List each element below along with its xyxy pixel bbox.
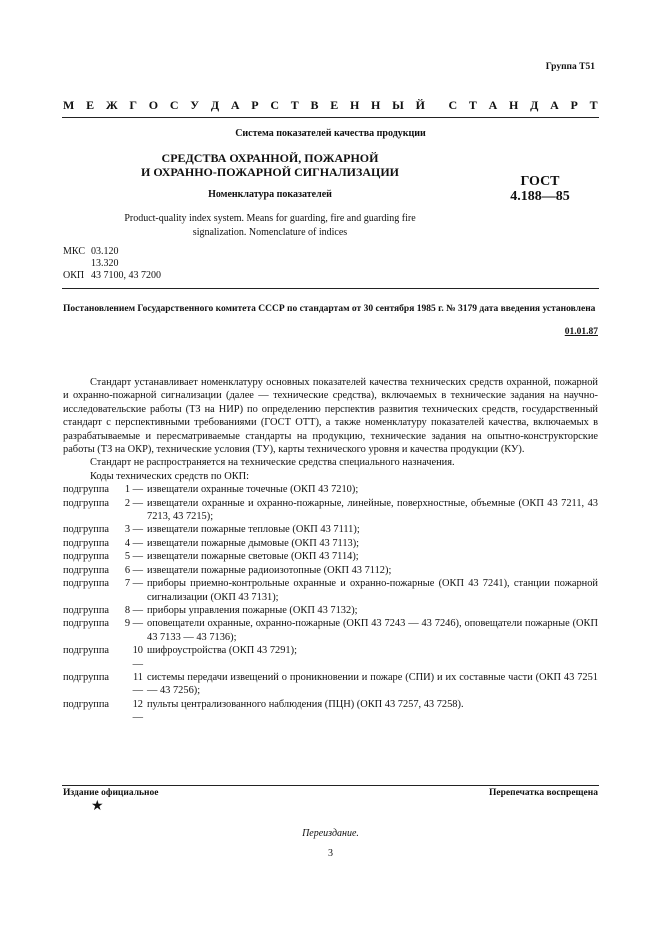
subgroup-label: подгруппа (63, 484, 109, 496)
system-title: Система показателей качества продукции (235, 128, 426, 139)
subgroup-label: подгруппа (63, 618, 109, 630)
subgroup-label: подгруппа (63, 645, 109, 657)
paragraph-exclusion: Стандарт не распространяется на технические средства специального назначения. (90, 457, 455, 469)
title-line-1: СРЕДСТВА ОХРАННОЙ, ПОЖАРНОЙ (161, 151, 379, 165)
banner-letter: А (488, 98, 498, 112)
decree-text: Постановлением Государственного комитета СССР по стандартам от 30 сентября 1985 г. № 3179 дата введения установлена (63, 304, 596, 314)
banner-letter: Т (589, 98, 598, 112)
top-rule (62, 117, 599, 118)
banner-letter: Н (349, 98, 360, 112)
subgroup-label: подгруппа (63, 698, 109, 710)
mks-code-1: 03.120 (91, 246, 119, 257)
english-line-1: Product-quality index system. Means for guarding, fire and guarding fire (124, 213, 416, 224)
paragraph-codes-intro: Коды технических средств по ОКП: (90, 470, 250, 482)
subgroup-row (63, 497, 598, 524)
subgroup-label: подгруппа (63, 671, 109, 683)
banner-letter: Й (415, 98, 425, 112)
subgroup-number: 10 — (132, 645, 143, 670)
subgroup-row (63, 577, 598, 604)
subgroup-label: подгруппа (63, 604, 109, 616)
subgroup-text: извещатели пожарные дымовые (ОКП 43 7113); (147, 537, 360, 549)
subgroup-list (63, 483, 598, 724)
banner-letter: Ы (392, 98, 404, 112)
subgroup-row (63, 617, 598, 644)
banner-letter: Н (371, 98, 381, 112)
subgroup-row (63, 698, 598, 725)
gost-number (490, 174, 590, 204)
document-title (100, 151, 440, 179)
mks-label: МКС (63, 246, 85, 257)
banner-letter: Р (251, 98, 259, 112)
subgroup-row (63, 550, 598, 563)
subgroup-text: шифроустройства (ОКП 43 7291); (147, 645, 297, 657)
subgroup-number: 5 — (124, 551, 143, 563)
banner-letter: Ж (105, 98, 118, 112)
english-line-2: signalization. Nomenclature of indices (192, 227, 348, 238)
subgroup-label: подгруппа (63, 497, 109, 509)
banner-letter: Г (129, 98, 138, 112)
banner-letter: С (270, 98, 279, 112)
reissue-note: Переиздание. (302, 828, 359, 839)
body-text (63, 376, 598, 725)
banner-letter: Е (86, 98, 95, 112)
bottom-rule (62, 785, 599, 786)
title-line-2: И ОХРАННО-ПОЖАРНОЙ СИГНАЛИЗАЦИИ (141, 165, 399, 179)
subgroup-text: извещатели пожарные радиоизотопные (ОКП 43 7112); (147, 564, 392, 576)
subgroup-row (63, 564, 598, 577)
document-subtitle: Номенклатура показателей (208, 189, 332, 200)
effective-date: 01.01.87 (564, 327, 598, 337)
subgroup-text: извещатели охранные точечные (ОКП 43 7210); (147, 484, 359, 496)
subgroup-row (63, 523, 598, 536)
subgroup-number: 12 — (132, 698, 143, 724)
subgroup-row (63, 483, 598, 496)
page-number: 3 (328, 848, 333, 859)
banner-letter: С (448, 98, 458, 112)
banner-letter: Т (290, 98, 299, 112)
banner-letter: А (230, 98, 240, 112)
subgroup-text: извещатели пожарные тепловые (ОКП 43 7111); (147, 524, 360, 536)
gost-code: 4.188—85 (510, 189, 570, 204)
subgroup-label: подгруппа (63, 578, 109, 590)
okp-label: ОКП (63, 270, 85, 281)
banner-letter: Н (509, 98, 519, 112)
banner-letter: М (63, 98, 75, 112)
subgroup-number: 4 — (124, 537, 143, 549)
subgroup-text: пульты централизованного наблюдения (ПЦН) (ОКП 43 7257, 43 7258). (147, 698, 464, 710)
subgroup-number: 3 — (124, 524, 143, 536)
subgroup-label: подгруппа (63, 564, 109, 576)
subgroup-row (63, 604, 598, 617)
subgroup-row (63, 644, 598, 671)
subgroup-number: 2 — (124, 497, 143, 509)
subgroup-text: приборы управления пожарные (ОКП 43 7132); (147, 604, 358, 616)
subgroup-label: подгруппа (63, 551, 109, 563)
banner-letter: У (190, 98, 200, 112)
subgroup-text: оповещатели охранные, охранно-пожарные (ОКП 43 7243 — 43 7246), оповещатели пожарные (ОКП 43 7133 — 43 7136); (147, 618, 598, 643)
subgroup-number: 8 — (124, 604, 143, 616)
banner-letter: О (148, 98, 159, 112)
subgroup-label: подгруппа (63, 524, 109, 536)
subgroup-number: 6 — (124, 564, 143, 576)
english-title (80, 212, 460, 240)
standard-banner (63, 98, 598, 113)
group-label: Группа Т51 (545, 62, 595, 72)
classification-codes (63, 246, 161, 282)
official-edition: Издание официальное (63, 788, 159, 798)
subgroup-text: извещатели пожарные световые (ОКП 43 7114); (147, 551, 359, 563)
subgroup-text: приборы приемно-контрольные охранные и охранно-пожарные (ОКП 43 7241), станции пожарной сигнализации (ОКП 43 7131); (147, 578, 598, 603)
subgroup-number: 7 — (124, 578, 143, 590)
banner-letter: В (310, 98, 319, 112)
subgroup-row (63, 671, 598, 698)
star-icon: ★ (91, 799, 104, 814)
banner-letter: Т (468, 98, 477, 112)
subgroup-row (63, 537, 598, 550)
subgroup-number: 9 — (124, 618, 143, 630)
subgroup-text: извещатели охранные и охранно-пожарные, линейные, поверхностные, объемные (ОКП 43 7211, 43 7213, 43 7215); (147, 497, 598, 523)
subgroup-number: 1 — (124, 484, 143, 496)
paragraph-scope: Стандарт устанавливает номенклатуру основных показателей качества технических средств охранной, пожарной и охранно-пожарной сигнализации (далее — технические средства), включаемых в технические задания на научно-исследовательские работы (ТЗ на НИР) по определению перспектив развития технических средств, государственный стандарт с перспективными требованиями (ГОСТ ОТТ), а также номенклатуру показателей качества, включаемых в разрабатываемые и пересматриваемые стандарты на продукцию, технические задания на опытно-конструкторские работы (ТЗ на ОКР), технические условия (ТУ), карты технического уровня и качества продукции (КУ). (63, 377, 598, 456)
banner-letter: Р (570, 98, 578, 112)
banner-letter: Е (330, 98, 339, 112)
subgroup-text: системы передачи извещений о проникновении и пожаре (СПИ) и их составные части (ОКП 43 7251 — 43 7256); (147, 671, 598, 697)
banner-letter: Д (210, 98, 220, 112)
okp-codes: 43 7100, 43 7200 (91, 270, 161, 281)
subgroup-number: 11 — (132, 671, 143, 697)
mks-code-2: 13.320 (91, 258, 119, 269)
banner-letter: С (169, 98, 179, 112)
reprint-prohibited: Перепечатка воспрещена (488, 788, 598, 798)
subgroup-label: подгруппа (63, 537, 109, 549)
banner-letter: Д (530, 98, 539, 112)
middle-rule (62, 288, 599, 289)
banner-letter: А (550, 98, 559, 112)
gost-label: ГОСТ (520, 174, 560, 189)
